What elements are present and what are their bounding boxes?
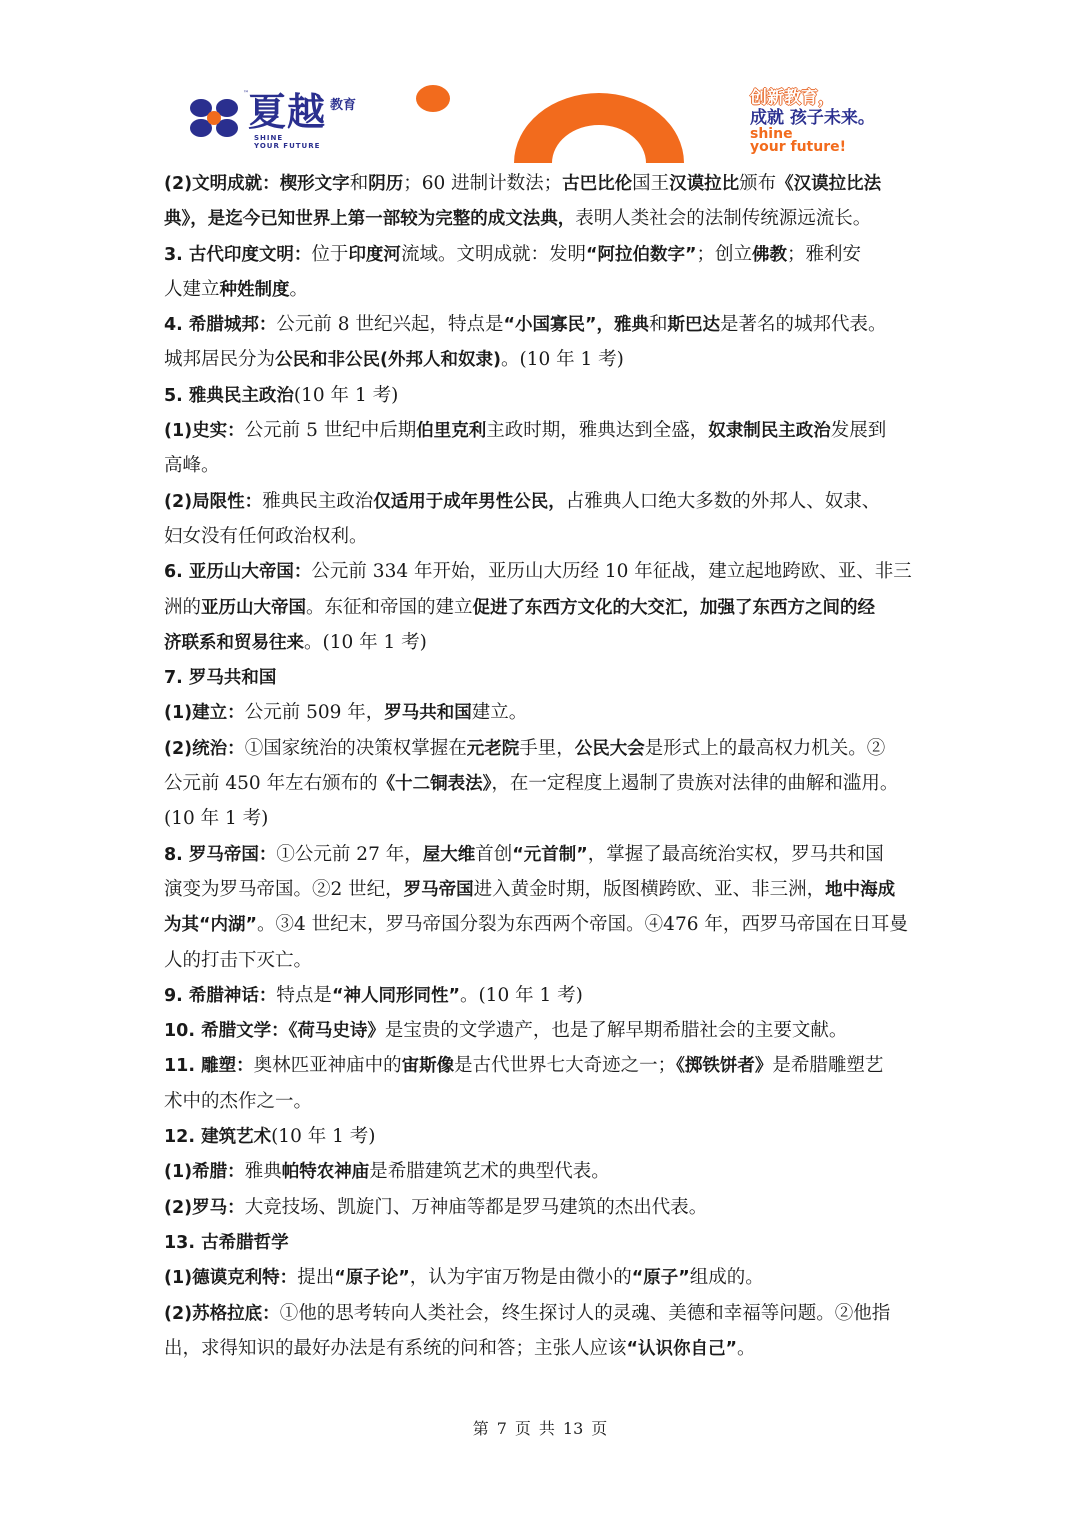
segment: ，在一定程度上遏制了贵族对法律的曲解和滥用。 (491, 773, 899, 795)
segment: 国王 (632, 173, 670, 194)
segment: 为其“内湖” (164, 915, 258, 936)
logo-text: 夏越 (248, 90, 327, 134)
slogan (750, 88, 920, 154)
segment: ；创立 (696, 243, 752, 265)
segment: 进入黄金时期，版图横跨欧、亚、非三洲， (473, 878, 826, 900)
segment: 斯巴达 (667, 315, 720, 336)
segment: (1)希腊： (164, 1162, 245, 1183)
text-line (164, 519, 920, 554)
segment: 演变为罗马帝国。②2 世纪， (164, 878, 404, 900)
segment: 组成的。 (689, 1267, 764, 1289)
text-line (164, 801, 920, 836)
total-pages: 13 (562, 1419, 584, 1438)
segment: 元老院 (466, 738, 520, 759)
segment: 罗马共和国 (384, 703, 472, 724)
segment: 地中海成 (825, 879, 896, 900)
text-line (164, 1013, 920, 1048)
decorative-arch (514, 93, 684, 163)
document-body (164, 166, 920, 1366)
text-line (164, 378, 920, 413)
text-line (164, 1260, 920, 1295)
segment: 提出 (297, 1267, 335, 1289)
segment: 典》，是迄今已知世界上第一部较为完整的成文法典， (164, 209, 576, 230)
segment: 流域。文明成就：发明 (400, 243, 586, 265)
segment: 是希腊雕塑艺 (772, 1055, 884, 1077)
text-line (164, 342, 920, 377)
segment: 公元前 5 世纪中后期 (244, 420, 417, 442)
segment: 公元前 8 世纪兴起，特点是 (276, 314, 504, 336)
segment: (2)统治： (164, 738, 245, 759)
segment: 济联系和贸易往来 (164, 632, 304, 653)
text-line (164, 907, 920, 942)
segment: (2)罗马： (164, 1197, 245, 1218)
segment: 。 (737, 1337, 756, 1359)
segment: 表明人类社会的法制传统源远流长。 (575, 208, 872, 230)
text-line (164, 978, 920, 1013)
segment: “神人同形同性” (331, 985, 460, 1006)
segment: 城邦居民分为 (164, 349, 276, 371)
section-title: 8. 罗马帝国： (164, 844, 277, 865)
segment: 奴隶制民主政治 (708, 421, 831, 442)
slogan-line-1: 创新教育， (750, 88, 835, 108)
segment: 公元前 450 年左右颁布的 (164, 773, 378, 795)
segment: 。(10 年 1 考) (501, 349, 624, 371)
segment: 是古代世界七大奇迹之一； (454, 1055, 677, 1077)
segment: 是希腊建筑艺术的典型代表。 (369, 1161, 610, 1183)
segment: 和 (349, 173, 369, 194)
segment: “认识你自己” (626, 1338, 738, 1359)
section-title: 11. 雕塑： (164, 1056, 254, 1077)
section-title: 10. 希腊文学： (164, 1021, 289, 1042)
text-line (164, 1119, 920, 1154)
segment: 帕特农神庙 (281, 1162, 370, 1183)
segment: ，掌握了最高统治实权，罗马共和国 (587, 843, 884, 865)
text-line (164, 1296, 920, 1331)
segment: “原子” (631, 1268, 690, 1289)
slogan-line-4: your future! (750, 139, 846, 155)
segment: 洲的 (164, 596, 202, 618)
segment: 《掷铁饼者》 (676, 1056, 773, 1077)
segment: ，认为宇宙万物是由微小的 (409, 1267, 632, 1289)
segment: (2)文明成就： (164, 174, 280, 194)
segment: (2)苏格拉底： (164, 1303, 280, 1324)
segment: 是著名的城邦代表。 (720, 314, 887, 336)
text-line (164, 272, 920, 307)
segment: 首创 (475, 843, 513, 865)
text-line (164, 695, 920, 730)
trademark: ™ (243, 90, 249, 97)
segment: 公民大会 (574, 738, 645, 759)
text-line (164, 413, 920, 448)
segment: (1)建立： (164, 703, 245, 724)
section-title: 12. 建筑艺术 (164, 1127, 272, 1148)
segment: 《汉谟拉比法 (776, 174, 882, 194)
section-title: 7. 罗马共和国 (164, 668, 277, 689)
segment: (10 年 1 考) (271, 1126, 376, 1148)
segment: 公元前 509 年， (244, 702, 385, 724)
segment: 促进了东西方文化的大交汇，加强了东西方之间的经 (472, 597, 876, 618)
text-line (164, 625, 920, 660)
segment: (10 年 1 考) (293, 384, 399, 406)
text-line (164, 731, 920, 766)
segment: 阴历 (368, 174, 404, 194)
segment: ①他的思考转向人类社会，终生探讨人的灵魂、美德和幸福等问题。②他指 (279, 1302, 891, 1324)
segment: (1)史实： (164, 421, 245, 442)
segment: 公元前 334 年开始，亚历山大历经 10 年征战，建立起地跨欧、亚、非三 (311, 561, 912, 583)
text-line (164, 307, 920, 342)
logo-english-line-2: YOUR FUTURE (254, 142, 321, 150)
segment: ；60 进制计数法； (403, 173, 563, 194)
text-line (164, 837, 920, 872)
segment: 妇女没有任何政治权利。 (164, 525, 368, 547)
text-line (164, 237, 920, 272)
segment: “原子论” (334, 1268, 410, 1289)
segment: 屋大维 (422, 844, 476, 865)
segment: ①国家统治的决策权掌握在 (244, 737, 467, 759)
section-title: 3. 古代印度文明： (164, 244, 312, 265)
segment: 。(10 年 1 考) (459, 984, 583, 1006)
segment: 古巴比伦 (562, 174, 633, 194)
segment: 主政时期，雅典达到全盛， (486, 420, 709, 442)
segment: 出，求得知识的最好办法是有系统的问和答；主张人应该 (164, 1337, 627, 1359)
logo-english (254, 134, 320, 150)
text-line (164, 1190, 920, 1225)
segment: 。 (289, 278, 309, 300)
segment: 雅典民主政治 (262, 490, 374, 512)
segment: (10 年 1 考) (164, 808, 269, 830)
segment: “阿拉伯数字” (585, 244, 697, 265)
segment: 位于 (311, 243, 349, 265)
text-line (164, 1154, 920, 1189)
segment: 是形式上的最高权力机关。② (644, 737, 886, 759)
text-line (164, 448, 920, 483)
segment: 高峰。 (164, 455, 220, 477)
segment: 伯里克利 (416, 421, 487, 442)
segment: 《十二铜表法》 (377, 774, 492, 795)
text-line (164, 554, 920, 589)
section-title: 5. 雅典民主政治 (164, 385, 294, 406)
segment: 种姓制度 (219, 279, 290, 300)
segment: ①公元前 27 年， (276, 843, 423, 865)
text-line (164, 590, 920, 625)
segment: 人建立 (164, 278, 220, 300)
segment: 仅适用于成年男性公民， (373, 491, 566, 512)
logo-english-line-1: SHINE (254, 134, 284, 142)
section-title: 13. 古希腊哲学 (164, 1232, 289, 1253)
text-line (164, 872, 920, 907)
segment: 发展到 (830, 420, 887, 442)
text-line (164, 1331, 920, 1366)
segment: 和 (648, 314, 668, 336)
segment: 大竞技场、凯旋门、万神庙等都是罗马建筑的杰出代表。 (244, 1196, 708, 1218)
segment: 公民和非公民(外邦人和奴隶) (275, 350, 502, 371)
segment: 特点是 (276, 984, 332, 1006)
segment: 雅典 (244, 1161, 282, 1183)
segment: 。东征和帝国的建立 (306, 596, 473, 618)
segment: 佛教 (751, 244, 787, 265)
text-line (164, 166, 920, 201)
segment: “小国寡民”，雅典 (503, 315, 649, 336)
logo-subtext: 教育 (330, 98, 357, 113)
segment: 人的打击下灭亡。 (164, 949, 313, 971)
segment: 宙斯像 (401, 1056, 455, 1077)
segment: 颁布 (739, 173, 777, 194)
text-line (164, 484, 920, 519)
segment: 罗马帝国 (403, 879, 474, 900)
text-line (164, 1048, 920, 1083)
segment: 建立。 (471, 702, 528, 724)
segment: 亚历山大帝国 (201, 597, 307, 618)
text-line (164, 1084, 920, 1119)
text-line (164, 766, 920, 801)
segment: (1)德谟克利特： (164, 1268, 298, 1289)
segment: 术中的杰作之一。 (164, 1090, 313, 1112)
section-title: 4. 希腊城邦： (164, 315, 277, 336)
text-line (164, 660, 920, 695)
slogan-line-3: shine (750, 126, 793, 142)
segment: 。③4 世纪末，罗马帝国分裂为东西两个帝国。④476 年，西罗马帝国在日耳曼 (257, 914, 908, 936)
page-header (0, 0, 1080, 165)
footer-text: 共 (538, 1419, 555, 1438)
segment: 《荷马史诗》 (288, 1021, 385, 1042)
footer-text: 第 (472, 1419, 489, 1438)
segment: “元首制” (512, 844, 588, 865)
section-title: 9. 希腊神话： (164, 985, 277, 1006)
segment: 。(10 年 1 考) (304, 631, 427, 653)
segment: 汉谟拉比 (669, 174, 740, 194)
current-page: 7 (496, 1419, 507, 1438)
text-line (164, 943, 920, 978)
segment: ；雅利安 (786, 243, 861, 265)
segment: 占雅典人口绝大多数的外邦人、奴隶、 (565, 490, 881, 512)
footer-text: 页 (514, 1419, 531, 1438)
page-number (0, 1416, 1080, 1439)
decorative-dot (416, 85, 450, 112)
segment: 手里， (519, 737, 575, 759)
segment: 楔形文字 (279, 174, 350, 194)
slogan-line-2: 成就 孩子未来。 (750, 108, 875, 128)
section-title: 6. 亚历山大帝国： (164, 562, 312, 583)
brand-logo (188, 90, 378, 152)
segment: 是宝贵的文学遗产，也是了解早期希腊社会的主要文献。 (384, 1020, 848, 1042)
segment: 印度河 (348, 244, 401, 265)
flower-logo-icon (188, 96, 240, 140)
segment: (2)局限性： (164, 491, 263, 512)
text-line (164, 201, 920, 236)
segment: 奥林匹亚神庙中的 (253, 1055, 402, 1077)
text-line (164, 1225, 920, 1260)
footer-text: 页 (591, 1419, 608, 1438)
